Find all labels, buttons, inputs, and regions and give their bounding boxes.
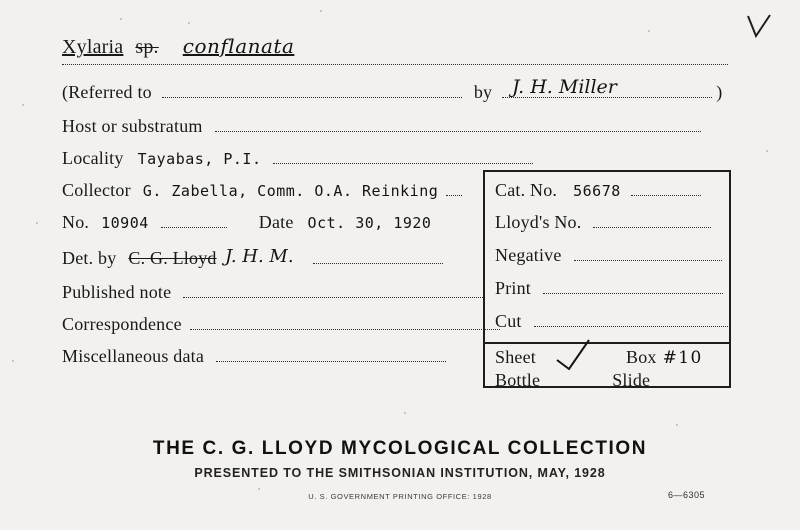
cat-no-rule xyxy=(631,183,701,196)
locality-label: Locality xyxy=(62,148,124,168)
collector-label: Collector xyxy=(62,180,131,200)
paper-speck xyxy=(404,412,406,414)
print-label: Print xyxy=(495,278,532,298)
negative-value xyxy=(574,248,722,261)
negative-label: Negative xyxy=(495,245,562,265)
print-value xyxy=(543,281,723,294)
cat-no-label: Cat. No. xyxy=(495,180,558,200)
cat-no-row xyxy=(495,180,701,201)
collector-row xyxy=(62,180,462,201)
cut-row xyxy=(495,311,730,332)
locality-value: Tayabas, P.I. xyxy=(137,150,262,168)
locality-row xyxy=(62,148,533,169)
referred-to-value xyxy=(162,85,462,98)
determined-by-value: C. G. Lloyd xyxy=(128,248,217,268)
bottle-row xyxy=(495,370,650,391)
box-divider xyxy=(485,342,729,344)
paper-speck xyxy=(648,30,650,32)
pencil-check-mark-icon xyxy=(746,14,772,40)
host-row xyxy=(62,116,701,137)
cut-value xyxy=(534,314,730,327)
print-row xyxy=(495,278,723,299)
determined-by-label: Det. by xyxy=(62,248,117,268)
lloyds-no-label: Lloyd's No. xyxy=(495,212,582,232)
lloyds-no-row xyxy=(495,212,711,233)
box-label: Box xyxy=(626,347,657,367)
sheet-checkmark-icon xyxy=(555,338,595,372)
number-value: 10904 xyxy=(101,214,149,232)
number-rule xyxy=(161,215,227,228)
number-date-row xyxy=(62,212,431,233)
misc-data-value xyxy=(216,349,446,362)
date-value: Oct. 30, 1920 xyxy=(307,214,432,232)
determined-by-rule xyxy=(313,251,443,264)
box-value: #10 xyxy=(662,348,703,368)
cut-label: Cut xyxy=(495,311,522,331)
date-label: Date xyxy=(258,212,294,232)
locality-rule xyxy=(273,151,533,164)
species-rule xyxy=(62,64,728,65)
correspondence-row xyxy=(62,314,500,335)
species-abbrev: sp. xyxy=(135,36,159,58)
negative-row xyxy=(495,245,722,266)
bottle-label: Bottle xyxy=(495,370,541,390)
number-label: No. xyxy=(62,212,90,232)
misc-data-row xyxy=(62,346,446,367)
referred-to-label: (Referred to xyxy=(62,82,152,102)
correspondence-label: Correspondence xyxy=(62,314,182,334)
published-note-value xyxy=(183,285,483,298)
sheet-label: Sheet xyxy=(495,347,536,367)
host-value xyxy=(215,119,701,132)
sheet-row xyxy=(495,347,703,368)
determined-by-signature: J. H. M. xyxy=(225,246,294,267)
by-label: by xyxy=(473,82,493,102)
paper-speck xyxy=(320,10,322,12)
footer-form-code: 6—6305 xyxy=(668,490,706,500)
paper-speck xyxy=(766,150,768,152)
paper-speck xyxy=(188,22,190,24)
misc-data-label: Miscellaneous data xyxy=(62,346,205,366)
collector-value: G. Zabella, Comm. O.A. Reinking xyxy=(142,182,439,200)
footer-printer-note: U. S. GOVERNMENT PRINTING OFFICE: 1928 xyxy=(308,492,492,501)
paper-speck xyxy=(120,18,122,20)
species-handwritten: conflanata xyxy=(182,34,295,58)
slide-label: Slide xyxy=(612,370,651,390)
catalog-box xyxy=(483,170,731,388)
lloyds-no-value xyxy=(593,215,711,228)
close-paren: ) xyxy=(716,82,723,102)
host-label: Host or substratum xyxy=(62,116,203,136)
published-note-row xyxy=(62,282,483,303)
paper-speck xyxy=(36,222,38,224)
cat-no-value: 56678 xyxy=(573,182,621,200)
paper-speck xyxy=(676,424,678,426)
footer-title: THE C. G. LLOYD MYCOLOGICAL COLLECTION xyxy=(152,438,648,459)
correspondence-value xyxy=(190,317,500,330)
paper-speck xyxy=(12,360,14,362)
by-signature: J. H. Miller xyxy=(512,76,617,98)
species-line xyxy=(62,34,742,59)
genus-name: Xylaria xyxy=(62,36,124,58)
collector-rule xyxy=(446,183,462,196)
footer-subtitle: PRESENTED TO THE SMITHSONIAN INSTITUTION, MAY, 1928 xyxy=(194,466,606,480)
paper-speck xyxy=(22,104,24,106)
published-note-label: Published note xyxy=(62,282,172,302)
referred-to-row xyxy=(62,82,722,103)
paper-speck xyxy=(258,488,260,490)
